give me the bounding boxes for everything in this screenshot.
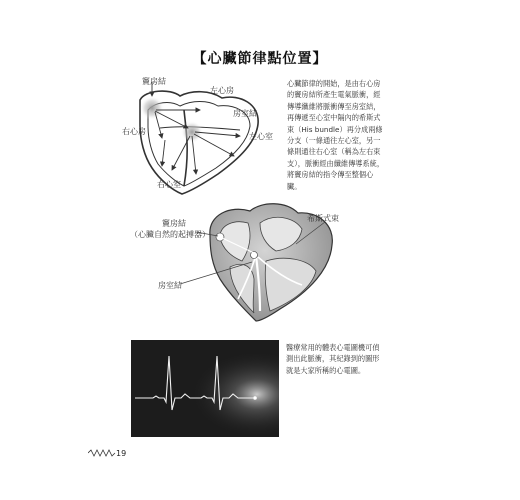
label-sa-node: 竇房結 bbox=[142, 77, 166, 86]
label-natural-pacemaker-note: （心臟自然的起搏器） bbox=[130, 230, 210, 239]
label-left-atrium: 左心房 bbox=[210, 86, 234, 95]
label-right-atrium: 右心房 bbox=[122, 127, 146, 136]
ecg-paragraph: 醫療常用的體表心電圖機可偵測出此脈衝，其紀錄到的圖形就是大家所稱的心電圖。 bbox=[286, 343, 380, 375]
conduction-paragraph: 心臟節律的開始，是由右心房的竇房結所產生電氣脈衝，經傳導纖維將脈衝傳至房室結，再傳遞至心室中隔內的希斯式束（His bundle）再分成兩條分支（一條通往左心室，另一條則通往右心室（稱為左右束支），脈衝經由纖維傳導系統，將竇房結的指令傳至整個心臟。 bbox=[287, 79, 385, 191]
label-av-node-anatomy: 房室結 bbox=[158, 281, 182, 290]
ecg-panel bbox=[131, 340, 279, 437]
page-number: 19 bbox=[116, 449, 127, 458]
label-sa-node-anatomy: 竇房結 bbox=[162, 219, 186, 228]
label-right-ventricle: 右心室 bbox=[157, 180, 181, 189]
footer-wave-ornament bbox=[88, 448, 116, 458]
label-av-node: 房室結 bbox=[233, 109, 257, 118]
label-left-ventricle: 左心室 bbox=[249, 132, 273, 141]
page-title: 【心臟節律點位置】 bbox=[192, 51, 328, 67]
label-his-bundle: 希斯式束 bbox=[307, 214, 339, 223]
